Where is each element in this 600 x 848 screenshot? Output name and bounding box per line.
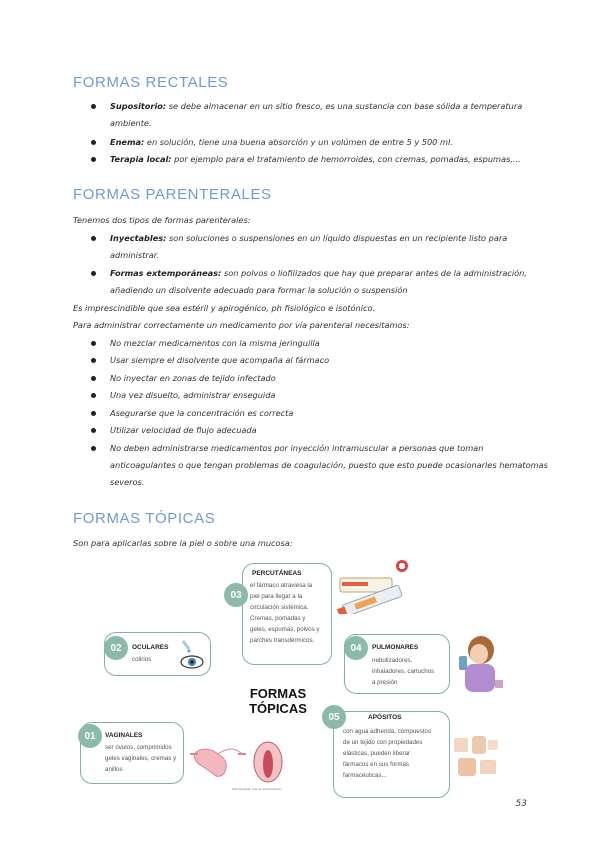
bullet [91, 446, 96, 451]
page-number: 53 [515, 799, 527, 809]
parenteral-type-1-cont: administrar. [110, 250, 160, 260]
bullet [91, 341, 96, 346]
card-title: OCULARES [132, 644, 169, 651]
rectal-item-1-cont: ambiente. [110, 118, 152, 128]
bullet [91, 157, 96, 162]
eye-drops-icon [178, 638, 206, 670]
parenteral-type-1: Inyectables: son soluciones o suspensiones en un líquido dispuestas en un recipiente listo para [110, 233, 508, 243]
card-number: 04 [344, 636, 368, 660]
parenteral-rule: Usar siempre el disolvente que acompaña al fármaco [110, 355, 330, 365]
parenteral-rule: Asegurarse que la concentración es correcta [110, 408, 294, 418]
parenteral-rule: Utilizar velocidad de flujo adecuada [110, 425, 257, 435]
parenteral-intro: Tenemos dos tipos de formas parenterales: [73, 215, 251, 225]
card-body: con agua adherida, compuestos de un tejido con propiedades elásticas, pueden liberar fármacos en sus formas farmacéuticas... [343, 728, 432, 779]
parenteral-rule-last-cont-2: severos. [110, 477, 145, 487]
bullet [91, 271, 96, 276]
card-number: 02 [104, 636, 128, 660]
card-title: PULMONARES [372, 644, 419, 651]
infographic-title: FORMAS TÓPICAS [249, 686, 307, 716]
parenteral-rule-last-cont-1: anticoagulantes o que tengan problemas de coagulación, puesto que esto puede ocasionarles hematomas [110, 460, 548, 470]
bullet [91, 236, 96, 241]
parenteral-rule-last: No deben administrarse medicamentos por inyección intramuscular a personas que toman [110, 443, 484, 453]
card-title: APÓSITOS [368, 714, 402, 721]
card-body: nebulizadores, inhaladores, cartuchos a presión [372, 657, 435, 686]
card-number: 01 [78, 724, 102, 748]
cream-tube-image [334, 558, 412, 614]
parenteral-type-2-cont: añadiendo un disolvente adecuado para formar la solución o suspensión [110, 285, 408, 295]
bandage-patches-image [452, 734, 502, 780]
parenteral-rule: No inyectar en zonas de tejido infectado [110, 373, 276, 383]
heading-parenteral: FORMAS PARENTERALES [73, 186, 272, 203]
parenteral-rule: No mezclar medicamentos con la misma jeringuilla [110, 338, 320, 348]
heading-rectal: FORMAS RECTALES [73, 74, 229, 91]
bullet [91, 140, 96, 145]
rectal-item-1: Supositorio: se debe almacenar en un sitio fresco, es una sustancia con base sólida a temperatura [110, 101, 523, 111]
bullet [91, 428, 96, 433]
rectal-item-2: Enema: en solución, tiene una buena absorción y un volúmen de entre 5 y 500 ml. [110, 137, 453, 147]
parenteral-note-2: Para administrar correctamente un medicamento por vía parenteral necesitamos: [73, 320, 410, 330]
card-title: VAGINALES [105, 732, 143, 739]
bullet [91, 393, 96, 398]
image-caption: Fármacología: vías de administración [232, 787, 282, 791]
parenteral-type-2: Formas extemporáneas: son polvos o liofilizados que hay que preparar antes de la administración, [110, 268, 527, 278]
parenteral-note-1: Es imprescindible que sea estéril y apirogénico, ph fisiológico e isotónico. [73, 303, 376, 313]
uterus-illustration [188, 740, 298, 792]
topical-intro: Son para aplicarlas sobre la piel o sobre una mucosa: [73, 538, 293, 548]
bullet [91, 358, 96, 363]
bullet [91, 104, 96, 109]
heading-topical: FORMAS TÓPICAS [73, 510, 216, 527]
card-body: el fármaco atraviesa la piel para llegar a la circulación sistémica. Cremas, pomadas y geles, espumas, polvos y parches transdérmicos. [250, 582, 320, 644]
card-title: PERCUTÁNEAS [252, 570, 302, 577]
card-number: 05 [322, 705, 346, 729]
rectal-item-3: Terapia local: por ejemplo para el tratamiento de hemorroides, con cremas, pomadas, espumas,... [110, 154, 521, 164]
card-body: ser óvulos, comprimidos geles vaginales, cremas y anillos [105, 744, 177, 773]
girl-inhaler-image [455, 632, 503, 692]
bullet [91, 411, 96, 416]
bullet [91, 376, 96, 381]
card-number: 03 [224, 583, 248, 607]
card-body: colirios [132, 656, 152, 663]
parenteral-rule: Una vez disuelto, administrar enseguida [110, 390, 276, 400]
